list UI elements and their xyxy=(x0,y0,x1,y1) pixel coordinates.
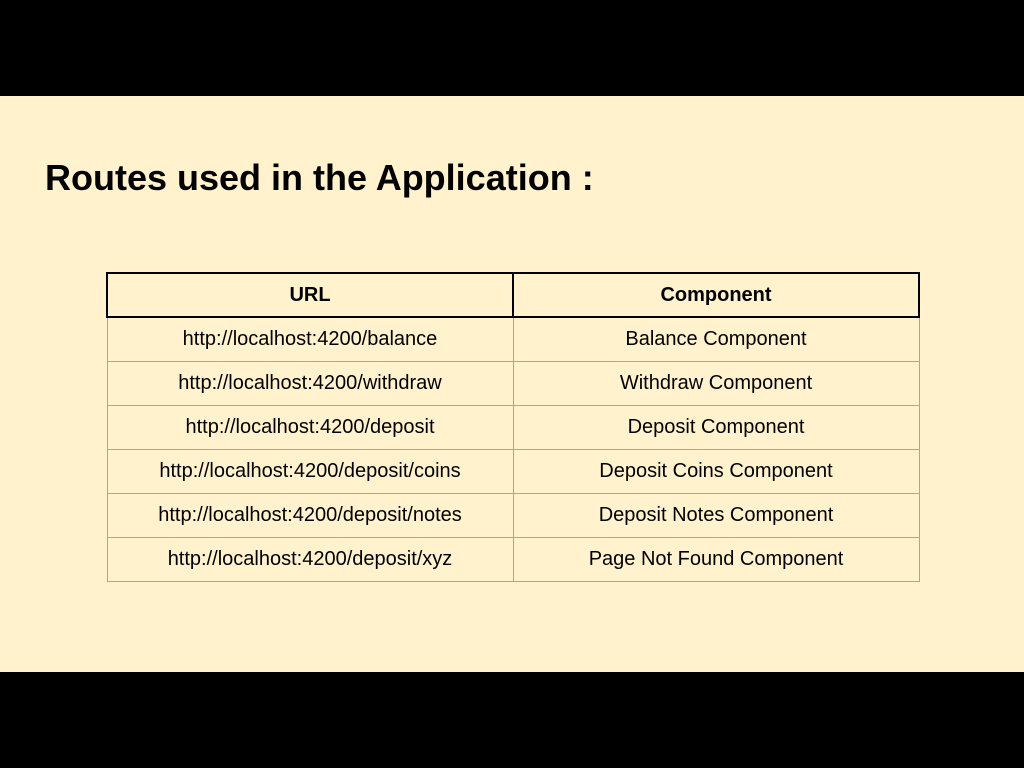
url-cell: http://localhost:4200/deposit xyxy=(107,406,513,450)
url-cell: http://localhost:4200/balance xyxy=(107,317,513,362)
letterbox-top xyxy=(0,0,1024,96)
routes-table xyxy=(106,272,920,582)
slide xyxy=(0,96,1024,672)
component-cell: Balance Component xyxy=(513,317,919,362)
component-cell: Withdraw Component xyxy=(513,362,919,406)
url-cell: http://localhost:4200/deposit/xyz xyxy=(107,538,513,582)
url-cell: http://localhost:4200/withdraw xyxy=(107,362,513,406)
component-cell: Page Not Found Component xyxy=(513,538,919,582)
url-cell: http://localhost:4200/deposit/notes xyxy=(107,494,513,538)
table-row xyxy=(107,406,919,450)
table-header-row xyxy=(107,273,919,317)
table-row xyxy=(107,362,919,406)
url-cell: http://localhost:4200/deposit/coins xyxy=(107,450,513,494)
table-row xyxy=(107,450,919,494)
component-column-header: Component xyxy=(513,273,919,317)
table-row xyxy=(107,317,919,362)
letterbox-bottom xyxy=(0,672,1024,768)
url-column-header: URL xyxy=(107,273,513,317)
table-row xyxy=(107,538,919,582)
slide-title: Routes used in the Application : xyxy=(45,157,594,198)
component-cell: Deposit Notes Component xyxy=(513,494,919,538)
table-row xyxy=(107,494,919,538)
component-cell: Deposit Coins Component xyxy=(513,450,919,494)
component-cell: Deposit Component xyxy=(513,406,919,450)
